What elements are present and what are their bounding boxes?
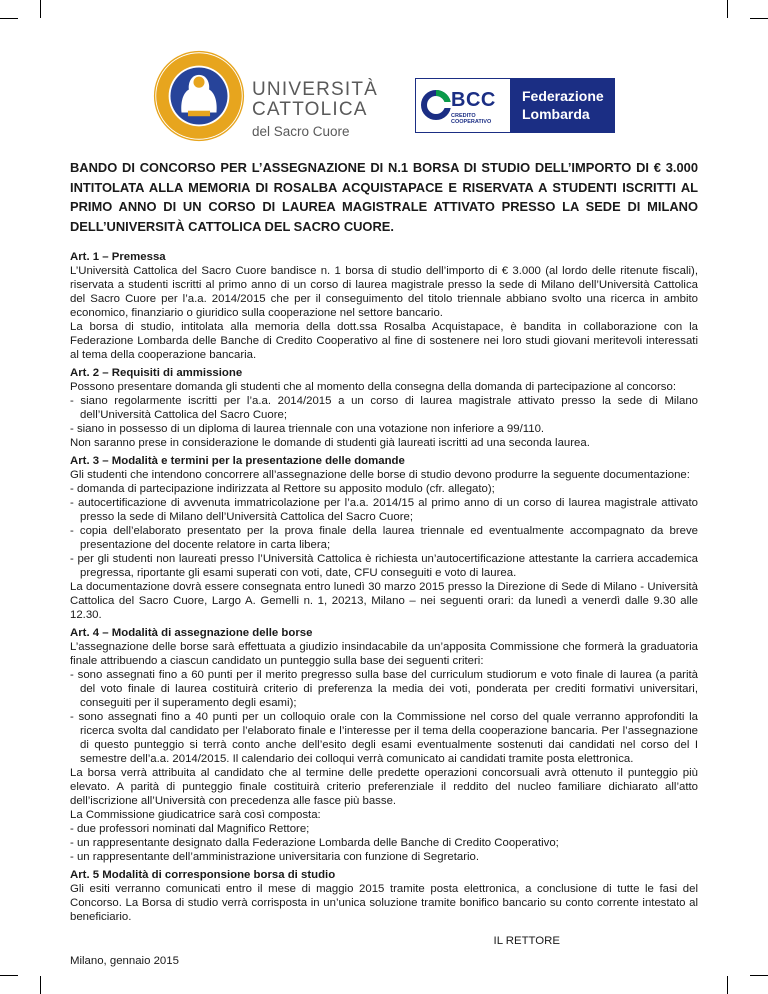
article-heading: Art. 1 – Premessa xyxy=(70,251,166,263)
federazione-panel xyxy=(510,79,614,132)
article-heading: Art. 3 – Modalità e termini per la presentazione delle domande xyxy=(70,455,405,467)
article-heading: Art. 2 – Requisiti di ammissione xyxy=(70,367,243,379)
article-5 xyxy=(70,868,698,924)
article-heading: Art. 5 Modalità di corresponsione borsa di studio xyxy=(70,869,336,881)
article-3 xyxy=(70,454,698,622)
paragraph: L’Università Cattolica del Sacro Cuore bandisce n. 1 borsa di studio dell’importo di € 3.000 (al lordo delle ritenute fiscali), riservata a studenti iscritti al primo anno di un corso di laurea magistrale presso la sede di Milano dell’Università Cattolica del Sacro Cuore per l’a.a. 2014/2015 che per il conseguimento del titolo triennale abbiano svolto una ricerca in ambito economico, finanziario o giuridico sulla cooperazione nel settore bancario. xyxy=(70,265,698,319)
paragraph: La borsa verrà attribuita al candidato che al termine delle predette operazioni concorsuali avrà ottenuto il punteggio più elevato. A parità di punteggio finale costituirà criterio preferenziale il reddito del nucleo familiare dichiarato all’atto dell’iscrizione all’Università con precedenza alle fasce più basse. xyxy=(70,767,698,807)
university-name-line1: UNIVERSITÀ xyxy=(252,79,379,100)
list-item: - copia dell’elaborato presentato per la prova finale della laurea triennale ed eventualmente accompagnato da breve presentazione del docente relatore in carta libera; xyxy=(70,525,698,551)
paragraph: Non saranno prese in considerazione le domande di studenti già laureati iscritti ad una seconda laurea. xyxy=(70,437,590,449)
paragraph: Gli studenti che intendono concorrere all’assegnazione delle borse di studio devono produrre la seguente documentazione: xyxy=(70,469,690,481)
list-item: - sono assegnati fino a 40 punti per un colloquio orale con la Commissione nel corso del quale verranno approfonditi la ricerca svolta dal candidato per l’elaborato finale e l’interesse per il tema della cooperazione bancaria. Per l’assegnazione di questo punteggio si terrà conto anche dell’esito degli esami eventualmente sostenuti dai candidati nel corso del I semestre dell’a.a. 2014/2015. Il calendario dei colloqui verrà comunicato ai candidati tramite posta elettronica. xyxy=(70,711,698,765)
crop-mark xyxy=(0,975,18,976)
document-body xyxy=(70,158,698,968)
bcc-mark-icon xyxy=(421,90,451,120)
paragraph: Possono presentare domanda gli studenti che al momento della consegna della domanda di partecipazione al concorso: xyxy=(70,381,676,393)
bcc-logo-panel xyxy=(416,79,510,132)
paragraph: Gli esiti verranno comunicati entro il mese di maggio 2015 tramite posta elettronica, a conclusione di tutte le fasi del Concorso. La Borsa di studio verrà corrisposta in un’unica soluzione tramite bonifico bancario su conto corrente intestato al beneficiario. xyxy=(70,883,698,923)
list-item: - un rappresentante dell’amministrazione universitaria con funzione di Segretario. xyxy=(70,851,480,863)
list-item: - siano regolarmente iscritti per l’a.a. 2014/2015 a un corso di laurea magistrale attivato presso la sede di Milano dell’Università Cattolica del Sacro Cuore; xyxy=(70,395,698,421)
list-item: - siano in possesso di un diploma di laurea triennale con una votazione non inferiore a 99/110. xyxy=(70,423,545,435)
list-item: - per gli studenti non laureati presso l’Università Cattolica è richiesta un’autocertificazione attestante la carriera accademica pregressa, riportante gli esami superati con voti, date, CFU conseguiti e voto di laurea. xyxy=(70,553,698,579)
article-2 xyxy=(70,366,698,450)
document-title: BANDO DI CONCORSO PER L’ASSEGNAZIONE DI N.1 BORSA DI STUDIO DELL’IMPORTO DI € 3.000 INTITOLATA ALLA MEMORIA DI ROSALBA ACQUISTAPACE E RISERVATA A STUDENTI ISCRITTI AL PRIMO ANNO DI UN CORSO DI LAUREA MAGISTRALE ATTIVATO PRESSO LA SEDE DI MILANO DELL’UNIVERSITÀ CATTOLICA DEL SACRO CUORE. xyxy=(70,160,698,234)
university-seal-logo xyxy=(153,50,245,142)
university-name xyxy=(252,80,378,139)
crop-mark xyxy=(727,976,728,994)
paragraph: La Commissione giudicatrice sarà così composta: xyxy=(70,809,321,821)
federazione-line1: Federazione xyxy=(522,88,604,104)
article-4 xyxy=(70,626,698,864)
list-item: - un rappresentante designato dalla Federazione Lombarda delle Banche di Credito Cooperativo; xyxy=(70,837,559,849)
university-name-line2: CATTOLICA xyxy=(252,99,368,120)
bcc-sublabel: CREDITO COOPERATIVO xyxy=(451,113,492,125)
university-name-line3: del Sacro Cuore xyxy=(252,124,350,139)
letterhead xyxy=(0,0,768,150)
crop-mark xyxy=(40,976,41,994)
bcc-federazione-logo xyxy=(415,78,615,133)
article-heading: Art. 4 – Modalità di assegnazione delle borse xyxy=(70,627,313,639)
bcc-label: BCC xyxy=(451,89,496,111)
signature-title: IL RETTORE xyxy=(493,935,560,947)
list-item: - domanda di partecipazione indirizzata al Rettore su apposito modulo (cfr. allegato); xyxy=(70,483,495,495)
paragraph: L’assegnazione delle borse sarà effettuata a giudizio insindacabile da un’apposita Commissione che formerà la graduatoria finale attribuendo a ciascun candidato un punteggio sulla base dei seguenti criteri: xyxy=(70,641,698,667)
federazione-label xyxy=(522,87,604,123)
list-item: - due professori nominati dal Magnifico Rettore; xyxy=(70,823,310,835)
paragraph: La documentazione dovrà essere consegnata entro lunedì 30 marzo 2015 presso la Direzione di Sede di Milano - Università Cattolica del Sacro Cuore, Largo A. Gemelli n. 1, 20213, Milano – nei seguenti orari: da lunedì a venerdì dalle 9.30 alle 12.30. xyxy=(70,581,698,621)
list-item: - sono assegnati fino a 60 punti per il merito pregresso sulla base del curriculum studiorum e voto finale di laurea (a parità del voto finale di laurea costituirà criterio di preferenza la media dei voti, ponderata per crediti formativi universitari, conseguiti per il superamento degli esami); xyxy=(70,669,698,709)
crop-mark xyxy=(750,975,768,976)
article-1 xyxy=(70,250,698,362)
paragraph: La borsa di studio, intitolata alla memoria della dott.ssa Rosalba Acquistapace, è bandita in collaborazione con la Federazione Lombarda delle Banche di Credito Cooperativo al fine di sostenere nei loro studi giovani meritevoli interessati al tema della cooperazione bancaria. xyxy=(70,321,698,361)
place-date: Milano, gennaio 2015 xyxy=(70,955,179,967)
list-item: - autocertificazione di avvenuta immatricolazione per l’a.a. 2014/15 al primo anno di un corso di laurea magistrale attivato presso la sede di Milano dell’Università Cattolica del Sacro Cuore; xyxy=(70,497,698,523)
federazione-line2: Lombarda xyxy=(522,106,590,122)
